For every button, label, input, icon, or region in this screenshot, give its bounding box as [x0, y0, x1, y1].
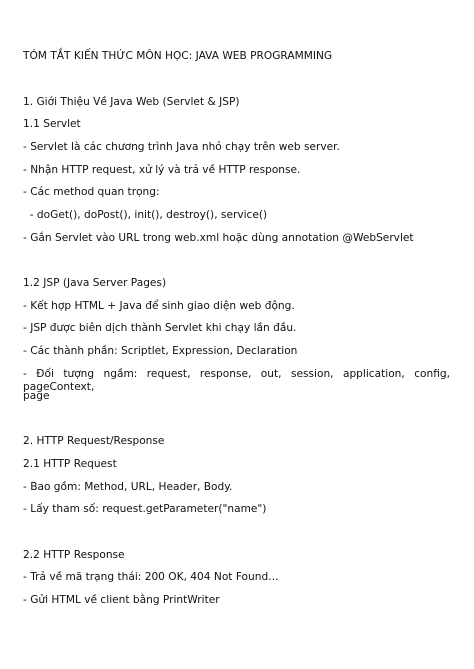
list-item: - Gắn Servlet vào URL trong web.xml hoặc dùng annotation @WebServlet	[23, 232, 414, 244]
list-item: - Gửi HTML về client bằng PrintWriter	[23, 594, 220, 606]
subsection-1-2-heading: 1.2 JSP (Java Server Pages)	[23, 277, 167, 289]
section-2-heading: 2. HTTP Request/Response	[23, 435, 165, 447]
list-item: - Các method quan trọng:	[23, 186, 160, 198]
list-item: - Trả về mã trạng thái: 200 OK, 404 Not Found…	[23, 571, 279, 583]
list-item: - Servlet là các chương trình Java nhỏ chạy trên web server.	[23, 141, 340, 153]
list-item-continuation: page	[23, 390, 50, 402]
section-1-heading: 1. Giới Thiệu Về Java Web (Servlet & JSP)	[23, 96, 240, 108]
list-item: - doGet(), doPost(), init(), destroy(), service()	[23, 209, 268, 221]
list-item: - Lấy tham số: request.getParameter("name")	[23, 503, 267, 515]
list-item: - Nhận HTTP request, xử lý và trả về HTTP response.	[23, 164, 301, 176]
list-item: - Kết hợp HTML + Java để sinh giao diện web động.	[23, 300, 295, 312]
list-item: - JSP được biên dịch thành Servlet khi chạy lần đầu.	[23, 322, 297, 334]
document-title: TÓM TẮT KIẾN THỨC MÔN HỌC: JAVA WEB PROGRAMMING	[23, 50, 333, 62]
subsection-2-2-heading: 2.2 HTTP Response	[23, 549, 125, 561]
list-item: - Bao gồm: Method, URL, Header, Body.	[23, 481, 233, 493]
subsection-2-1-heading: 2.1 HTTP Request	[23, 458, 117, 470]
subsection-1-1-heading: 1.1 Servlet	[23, 118, 81, 130]
list-item: - Các thành phần: Scriptlet, Expression, Declaration	[23, 345, 298, 357]
list-item: - Đối tượng ngầm: request, response, out, session, application, config, pageContext,	[23, 368, 450, 393]
